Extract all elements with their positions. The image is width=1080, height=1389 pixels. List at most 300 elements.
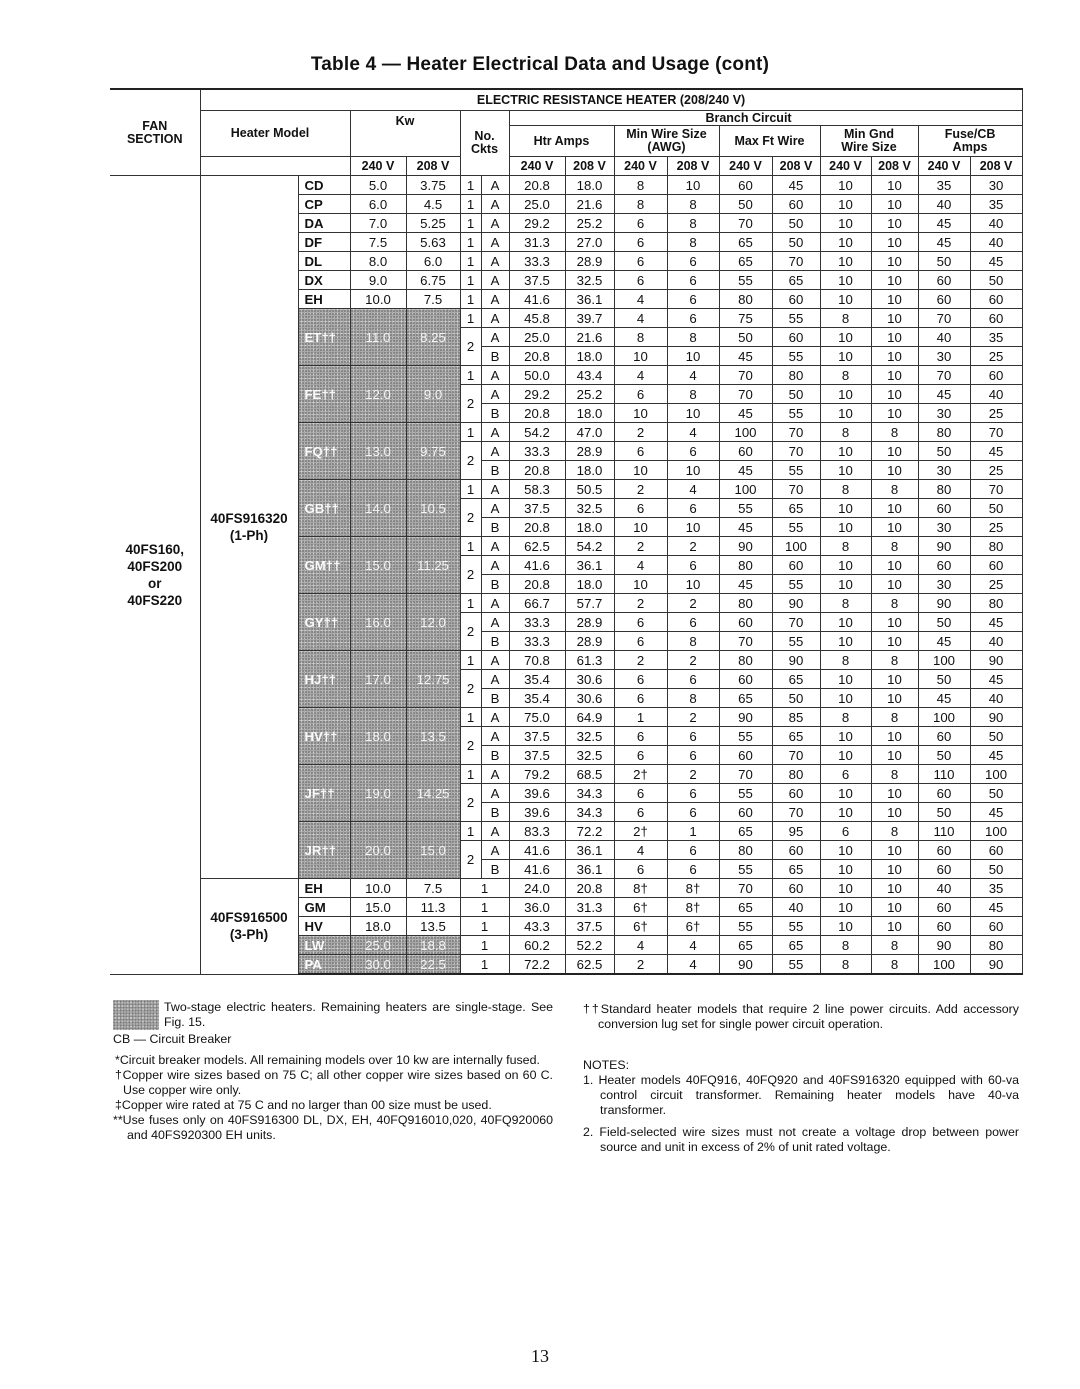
cell-wire208: 2 <box>667 708 719 727</box>
cell-gnd240: 10 <box>820 784 871 803</box>
circuit-count: 1 <box>460 955 509 975</box>
cell-amps240: 37.5 <box>509 271 565 290</box>
cell-fuse208: 45 <box>970 898 1022 917</box>
cell-ft208: 65 <box>772 860 820 879</box>
footnote-dagger: †Copper wire sizes based on 75 C; all other copper wire sizes based on 60 C. Use copper wire only. <box>115 1068 553 1097</box>
cell-ft240: 70 <box>719 366 772 385</box>
cell-amps208: 68.5 <box>565 765 614 784</box>
cell-gnd208: 8 <box>871 594 918 613</box>
circuit-leg: A <box>481 708 509 727</box>
cell-fuse208: 40 <box>970 385 1022 404</box>
cell-amps208: 21.6 <box>565 328 614 347</box>
fuse-240-header: 240 V <box>918 157 970 176</box>
cell-gnd240: 10 <box>820 499 871 518</box>
cell-wire240: 6 <box>614 613 667 632</box>
cell-amps208: 30.6 <box>565 670 614 689</box>
circuit-leg: A <box>481 252 509 271</box>
cell-gnd208: 8 <box>871 537 918 556</box>
cell-fuse208: 70 <box>970 480 1022 499</box>
kw-208: 9.0 <box>406 366 460 423</box>
circuit-count: 1 <box>460 423 481 442</box>
circuit-leg: B <box>481 803 509 822</box>
cell-amps208: 18.0 <box>565 461 614 480</box>
cell-fuse240: 30 <box>918 404 970 423</box>
circuit-leg: B <box>481 689 509 708</box>
cell-fuse208: 50 <box>970 860 1022 879</box>
cell-gnd208: 10 <box>871 879 918 898</box>
kw-208: 5.25 <box>406 214 460 233</box>
cell-wire208: 10 <box>667 518 719 537</box>
cell-gnd240: 10 <box>820 233 871 252</box>
kw-208: 13.5 <box>406 917 460 936</box>
cell-fuse208: 80 <box>970 936 1022 955</box>
cell-fuse208: 25 <box>970 461 1022 480</box>
cell-wire240: 10 <box>614 518 667 537</box>
cell-amps240: 37.5 <box>509 727 565 746</box>
cell-wire208: 6 <box>667 271 719 290</box>
model-code: JR†† <box>298 822 350 879</box>
cell-wire208: 8† <box>667 898 719 917</box>
cell-amps240: 75.0 <box>509 708 565 727</box>
cell-ft240: 65 <box>719 252 772 271</box>
cell-fuse240: 60 <box>918 556 970 575</box>
circuit-count: 1 <box>460 271 481 290</box>
cell-gnd208: 10 <box>871 860 918 879</box>
circuit-count: 2 <box>460 784 481 822</box>
cell-amps240: 33.3 <box>509 252 565 271</box>
cell-fuse240: 50 <box>918 252 970 271</box>
cell-fuse208: 40 <box>970 689 1022 708</box>
cell-fuse208: 25 <box>970 518 1022 537</box>
cell-ft208: 70 <box>772 423 820 442</box>
cell-fuse208: 60 <box>970 841 1022 860</box>
model-code: EH <box>298 290 350 309</box>
kw-208: 10.5 <box>406 480 460 537</box>
cell-fuse208: 40 <box>970 632 1022 651</box>
fan-section-line: or <box>148 575 162 591</box>
cell-amps208: 25.2 <box>565 385 614 404</box>
cell-wire208: 6 <box>667 442 719 461</box>
circuit-leg: A <box>481 385 509 404</box>
cell-fuse208: 50 <box>970 271 1022 290</box>
cell-ft208: 100 <box>772 537 820 556</box>
cell-fuse208: 80 <box>970 537 1022 556</box>
cell-ft208: 50 <box>772 233 820 252</box>
note-1: 1. Heater models 40FQ916, 40FQ920 and 40FS916320 equipped with 60-va control circuit transformer. Remaining heater models have 40-va transformer. <box>583 1073 1019 1117</box>
cell-wire240: 8 <box>614 328 667 347</box>
cell-wire240: 8 <box>614 195 667 214</box>
cell-amps240: 43.3 <box>509 917 565 936</box>
cell-gnd240: 8 <box>820 936 871 955</box>
cell-gnd208: 10 <box>871 290 918 309</box>
kw-240: 11.0 <box>350 309 406 366</box>
cell-gnd208: 8 <box>871 765 918 784</box>
cell-fuse240: 30 <box>918 518 970 537</box>
cell-ft240: 50 <box>719 328 772 347</box>
cell-gnd208: 10 <box>871 499 918 518</box>
cell-fuse240: 50 <box>918 442 970 461</box>
cell-amps208: 32.5 <box>565 271 614 290</box>
heater-model-name: 40FS916500 <box>210 910 288 926</box>
cell-ft208: 55 <box>772 575 820 594</box>
cell-gnd240: 10 <box>820 442 871 461</box>
cell-wire240: 6 <box>614 803 667 822</box>
cell-gnd240: 8 <box>820 423 871 442</box>
cell-gnd240: 6 <box>820 765 871 784</box>
cell-gnd208: 10 <box>871 461 918 480</box>
heater-model-header-spacer <box>200 157 350 176</box>
cell-gnd240: 10 <box>820 556 871 575</box>
model-code: LW <box>298 936 350 955</box>
cell-fuse208: 35 <box>970 195 1022 214</box>
circuit-count: 1 <box>460 594 481 613</box>
cell-gnd240: 10 <box>820 252 871 271</box>
heater-model-phase: (3-Ph) <box>229 927 269 943</box>
cell-wire208: 4 <box>667 936 719 955</box>
cell-ft240: 80 <box>719 290 772 309</box>
kw-208: 6.75 <box>406 271 460 290</box>
cell-ft240: 55 <box>719 860 772 879</box>
cell-amps208: 30.6 <box>565 689 614 708</box>
circuit-leg: A <box>481 442 509 461</box>
cell-fuse240: 60 <box>918 784 970 803</box>
cell-wire240: 1 <box>614 708 667 727</box>
cell-wire240: 4 <box>614 556 667 575</box>
model-code: DX <box>298 271 350 290</box>
cell-amps240: 20.8 <box>509 404 565 423</box>
cell-fuse240: 45 <box>918 233 970 252</box>
circuit-leg: B <box>481 860 509 879</box>
cell-amps208: 18.0 <box>565 518 614 537</box>
cell-wire208: 8† <box>667 879 719 898</box>
cell-amps240: 41.6 <box>509 841 565 860</box>
cell-fuse240: 80 <box>918 423 970 442</box>
ft-208-header: 208 V <box>772 157 820 176</box>
circuit-leg: A <box>481 651 509 670</box>
cell-ft208: 70 <box>772 480 820 499</box>
cell-wire208: 6 <box>667 784 719 803</box>
fan-section-header: FAN SECTION <box>110 89 200 176</box>
model-code: EH <box>298 879 350 898</box>
cell-amps208: 64.9 <box>565 708 614 727</box>
cell-fuse208: 60 <box>970 556 1022 575</box>
cell-ft240: 70 <box>719 632 772 651</box>
cell-wire208: 6 <box>667 613 719 632</box>
cell-fuse208: 100 <box>970 822 1022 841</box>
cell-wire240: 6 <box>614 860 667 879</box>
table-body <box>110 176 1022 975</box>
model-code: HJ†† <box>298 651 350 708</box>
cell-ft208: 70 <box>772 746 820 765</box>
circuit-leg: A <box>481 841 509 860</box>
circuit-leg: A <box>481 195 509 214</box>
cell-gnd208: 8 <box>871 822 918 841</box>
circuit-count: 1 <box>460 214 481 233</box>
cell-gnd208: 10 <box>871 214 918 233</box>
circuit-count: 2 <box>460 499 481 537</box>
cell-ft240: 60 <box>719 176 772 195</box>
circuit-count: 1 <box>460 898 509 917</box>
cell-wire208: 8 <box>667 328 719 347</box>
circuit-count: 1 <box>460 822 481 841</box>
cell-wire208: 2 <box>667 537 719 556</box>
cell-fuse240: 110 <box>918 765 970 784</box>
cell-wire208: 8 <box>667 214 719 233</box>
cell-amps240: 60.2 <box>509 936 565 955</box>
cell-ft208: 85 <box>772 708 820 727</box>
cell-gnd240: 10 <box>820 575 871 594</box>
circuit-leg: A <box>481 290 509 309</box>
page-number: 13 <box>531 1346 549 1366</box>
model-code: DA <box>298 214 350 233</box>
cell-amps240: 35.4 <box>509 689 565 708</box>
cell-gnd240: 10 <box>820 176 871 195</box>
circuit-count: 1 <box>460 917 509 936</box>
cell-wire240: 2† <box>614 822 667 841</box>
circuit-leg: A <box>481 556 509 575</box>
cell-gnd208: 10 <box>871 670 918 689</box>
kw-240: 18.0 <box>350 917 406 936</box>
cell-wire208: 8 <box>667 385 719 404</box>
circuit-leg: B <box>481 746 509 765</box>
cell-ft240: 90 <box>719 537 772 556</box>
cell-gnd208: 10 <box>871 556 918 575</box>
cell-gnd208: 10 <box>871 271 918 290</box>
amps-240-header: 240 V <box>509 157 565 176</box>
no-ckts-header: No. Ckts <box>460 111 509 176</box>
model-code: DL <box>298 252 350 271</box>
cell-amps208: 57.7 <box>565 594 614 613</box>
cell-gnd240: 8 <box>820 594 871 613</box>
heater-model-header: Heater Model <box>200 111 350 157</box>
model-code: GM <box>298 898 350 917</box>
cell-ft240: 70 <box>719 765 772 784</box>
cell-ft208: 65 <box>772 727 820 746</box>
cell-gnd208: 10 <box>871 784 918 803</box>
cell-wire208: 2 <box>667 651 719 670</box>
cell-amps240: 41.6 <box>509 860 565 879</box>
min-wire-header: Min Wire Size (AWG) <box>614 126 719 157</box>
circuit-leg: B <box>481 632 509 651</box>
cell-wire208: 6 <box>667 860 719 879</box>
cell-amps240: 37.5 <box>509 746 565 765</box>
cell-wire240: 4 <box>614 936 667 955</box>
cell-amps240: 20.8 <box>509 518 565 537</box>
kw-240: 15.0 <box>350 537 406 594</box>
circuit-count: 1 <box>460 195 481 214</box>
circuit-count: 1 <box>460 290 481 309</box>
cell-ft208: 55 <box>772 518 820 537</box>
cell-ft240: 70 <box>719 879 772 898</box>
model-code: CP <box>298 195 350 214</box>
min-gnd-header: Min Gnd Wire Size <box>820 126 918 157</box>
cell-fuse240: 45 <box>918 689 970 708</box>
cell-ft240: 80 <box>719 594 772 613</box>
cell-amps208: 28.9 <box>565 442 614 461</box>
fuse-cb-header: Fuse/CB Amps <box>918 126 1022 157</box>
cell-ft240: 45 <box>719 404 772 423</box>
cell-wire208: 10 <box>667 176 719 195</box>
cell-amps208: 36.1 <box>565 290 614 309</box>
kw-208: 7.5 <box>406 879 460 898</box>
cell-amps208: 39.7 <box>565 309 614 328</box>
model-code: CD <box>298 176 350 195</box>
cell-wire240: 10 <box>614 404 667 423</box>
cell-ft240: 45 <box>719 347 772 366</box>
cell-ft208: 70 <box>772 613 820 632</box>
cell-fuse240: 30 <box>918 575 970 594</box>
fan-section-line: 40FS200 <box>127 558 183 574</box>
cell-gnd240: 10 <box>820 917 871 936</box>
cell-amps208: 18.0 <box>565 575 614 594</box>
cell-ft208: 65 <box>772 499 820 518</box>
kw-240: 5.0 <box>350 176 406 195</box>
cell-fuse240: 70 <box>918 309 970 328</box>
kw-208: 15.0 <box>406 822 460 879</box>
kw-208: 3.75 <box>406 176 460 195</box>
kw-208: 5.63 <box>406 233 460 252</box>
cell-amps208: 36.1 <box>565 841 614 860</box>
cell-wire208: 6 <box>667 803 719 822</box>
cell-ft208: 60 <box>772 556 820 575</box>
cell-amps208: 36.1 <box>565 556 614 575</box>
cell-gnd208: 10 <box>871 613 918 632</box>
kw-208: 13.5 <box>406 708 460 765</box>
shaded-legend <box>113 1000 553 1030</box>
circuit-leg: A <box>481 784 509 803</box>
cell-fuse208: 90 <box>970 708 1022 727</box>
cell-amps208: 20.8 <box>565 879 614 898</box>
kw-208-header: 208 V <box>406 157 460 176</box>
cell-wire208: 8 <box>667 632 719 651</box>
cell-wire240: 4 <box>614 366 667 385</box>
cell-wire240: 10 <box>614 461 667 480</box>
cell-fuse240: 60 <box>918 917 970 936</box>
cell-wire208: 6 <box>667 746 719 765</box>
cell-fuse208: 60 <box>970 366 1022 385</box>
kw-240: 19.0 <box>350 765 406 822</box>
cell-fuse240: 60 <box>918 860 970 879</box>
cell-fuse208: 90 <box>970 651 1022 670</box>
cell-amps208: 54.2 <box>565 537 614 556</box>
cell-gnd208: 10 <box>871 803 918 822</box>
cell-gnd240: 8 <box>820 480 871 499</box>
cell-amps208: 18.0 <box>565 176 614 195</box>
cell-amps240: 20.8 <box>509 575 565 594</box>
cell-wire208: 6 <box>667 309 719 328</box>
cell-wire208: 10 <box>667 347 719 366</box>
kw-header: Kw <box>350 111 460 157</box>
cell-ft208: 70 <box>772 252 820 271</box>
cell-wire208: 8 <box>667 233 719 252</box>
cell-wire208: 2 <box>667 594 719 613</box>
cell-gnd240: 8 <box>820 366 871 385</box>
cell-gnd208: 10 <box>871 518 918 537</box>
cell-fuse240: 60 <box>918 499 970 518</box>
cell-gnd208: 10 <box>871 689 918 708</box>
cell-ft208: 55 <box>772 309 820 328</box>
table-row <box>110 176 1022 195</box>
cell-gnd208: 10 <box>871 841 918 860</box>
shaded-swatch <box>113 1000 159 1030</box>
heater-model-phase: (1-Ph) <box>229 528 269 543</box>
cell-amps240: 58.3 <box>509 480 565 499</box>
cell-fuse208: 50 <box>970 784 1022 803</box>
kw-208: 6.0 <box>406 252 460 271</box>
circuit-count: 2 <box>460 841 481 879</box>
kw-240: 10.0 <box>350 290 406 309</box>
cell-fuse208: 30 <box>970 176 1022 195</box>
cell-fuse208: 45 <box>970 803 1022 822</box>
cell-wire208: 6 <box>667 252 719 271</box>
cell-gnd208: 10 <box>871 176 918 195</box>
cell-gnd208: 8 <box>871 955 918 975</box>
cell-wire240: 6 <box>614 670 667 689</box>
kw-208: 11.25 <box>406 537 460 594</box>
cell-ft208: 55 <box>772 404 820 423</box>
cell-amps240: 37.5 <box>509 499 565 518</box>
cell-ft240: 55 <box>719 271 772 290</box>
cell-ft208: 90 <box>772 651 820 670</box>
cell-amps208: 34.3 <box>565 784 614 803</box>
circuit-leg: A <box>481 423 509 442</box>
cell-wire208: 10 <box>667 404 719 423</box>
kw-240-header: 240 V <box>350 157 406 176</box>
circuit-leg: A <box>481 822 509 841</box>
cell-fuse240: 45 <box>918 385 970 404</box>
cell-fuse208: 70 <box>970 423 1022 442</box>
cell-fuse240: 60 <box>918 290 970 309</box>
cell-fuse208: 45 <box>970 613 1022 632</box>
cell-amps208: 28.9 <box>565 613 614 632</box>
branch-circuit-header: Branch Circuit <box>509 111 1022 126</box>
cell-fuse240: 100 <box>918 708 970 727</box>
cell-ft240: 60 <box>719 746 772 765</box>
cell-wire208: 6 <box>667 499 719 518</box>
cell-ft208: 50 <box>772 689 820 708</box>
circuit-leg: B <box>481 461 509 480</box>
cell-ft240: 55 <box>719 917 772 936</box>
kw-240: 17.0 <box>350 651 406 708</box>
heater-model-cell <box>200 176 298 879</box>
circuit-count: 1 <box>460 480 481 499</box>
model-code: HV <box>298 917 350 936</box>
cell-fuse208: 60 <box>970 290 1022 309</box>
kw-240: 14.0 <box>350 480 406 537</box>
cell-amps240: 54.2 <box>509 423 565 442</box>
cell-amps208: 61.3 <box>565 651 614 670</box>
cell-ft240: 80 <box>719 651 772 670</box>
cell-gnd208: 8 <box>871 651 918 670</box>
cell-ft208: 60 <box>772 328 820 347</box>
cell-fuse208: 45 <box>970 746 1022 765</box>
circuit-count: 1 <box>460 233 481 252</box>
circuit-leg: A <box>481 670 509 689</box>
cell-ft208: 60 <box>772 195 820 214</box>
cell-ft240: 90 <box>719 955 772 975</box>
cell-wire240: 6† <box>614 898 667 917</box>
cell-fuse240: 40 <box>918 879 970 898</box>
kw-208: 12.0 <box>406 594 460 651</box>
cell-amps240: 72.2 <box>509 955 565 975</box>
circuit-count: 2 <box>460 727 481 765</box>
cell-ft208: 55 <box>772 917 820 936</box>
cell-fuse240: 30 <box>918 347 970 366</box>
kw-240: 12.0 <box>350 366 406 423</box>
cell-gnd240: 6 <box>820 822 871 841</box>
cell-amps240: 41.6 <box>509 290 565 309</box>
cell-amps208: 32.5 <box>565 499 614 518</box>
